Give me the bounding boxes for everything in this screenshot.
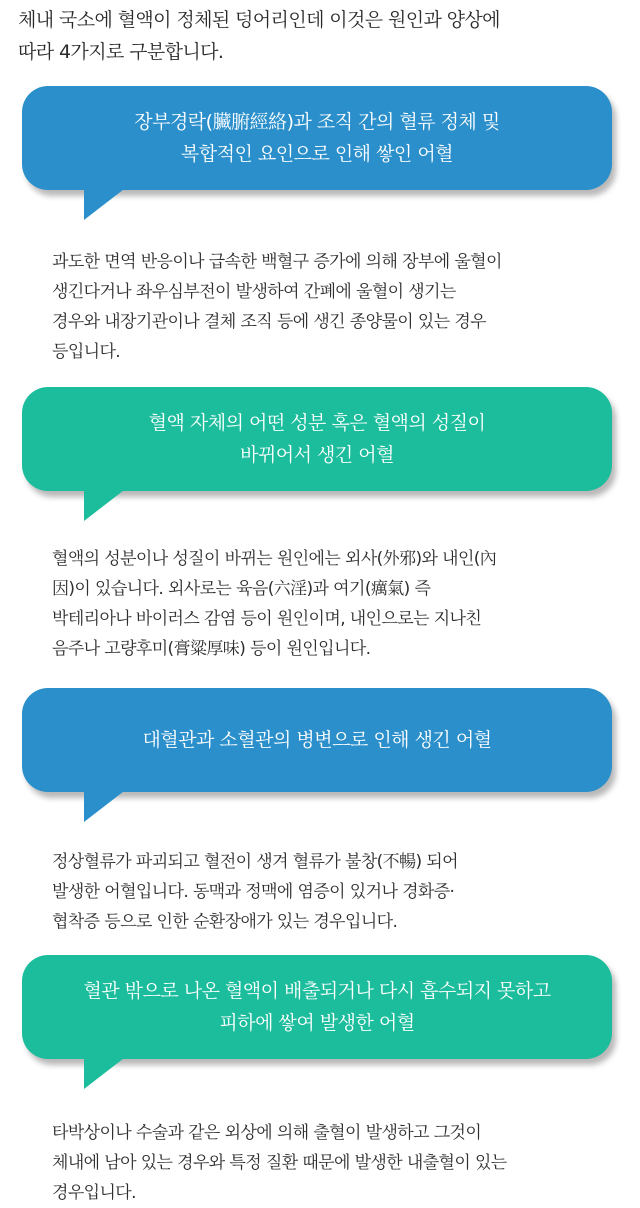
bubble-tail <box>84 487 128 521</box>
section-4-heading-bubble <box>22 955 612 1059</box>
intro-text: 체내 국소에 혈액이 정체된 덩어리인데 이것은 원인과 양상에 따라 4가지로 구분합니다. <box>18 9 500 63</box>
section-3-heading-bubble <box>22 688 612 792</box>
bubble-tail <box>84 1055 128 1089</box>
section-3-body: 정상혈류가 파괴되고 혈전이 생겨 혈류가 불창(不暢) 되어 발생한 어혈입니다. 동맥과 정맥에 염증이 있거나 경화증· 협착증 등으로 인한 순환장애가 있는 경우입니다. <box>52 852 458 932</box>
section-1-heading: 장부경락(臟腑經絡)과 조직 간의 혈류 정체 및 복합적인 요인으로 인해 쌓인 어혈 <box>134 111 500 165</box>
section-3-heading: 대혈관과 소혈관의 병변으로 인해 생긴 어혈 <box>142 729 492 751</box>
bubble-tail <box>84 788 128 822</box>
section-4-heading: 혈관 밖으로 나온 혈액이 배출되거나 다시 흡수되지 못하고 피하에 쌓여 발생한 어혈 <box>83 980 551 1034</box>
section-2-body: 혈액의 성분이나 성질이 바뀌는 원인에는 외사(外邪)와 내인(內 因)이 있습니다. 외사로는 육음(六淫)과 여기(癘氣) 즉 박테리아나 바이러스 감염 등이 원인이며, 내인으로는 지나친 음주나 고량후미(膏粱厚味) 등이 원인입니다. <box>52 549 497 659</box>
section-2-heading: 혈액 자체의 어떤 성분 혹은 혈액의 성질이 바뀌어서 생긴 어혈 <box>148 412 486 466</box>
section-1-heading-bubble <box>22 86 612 190</box>
section-4-body: 타박상이나 수술과 같은 외상에 의해 출혈이 발생하고 그것이 체내에 남아 있는 경우와 특정 질환 때문에 발생한 내출혈이 있는 경우입니다. <box>52 1123 507 1203</box>
section-1-body: 과도한 면역 반응이나 급속한 백혈구 증가에 의해 장부에 울혈이 생긴다거나 좌우심부전이 발생하여 간폐에 울혈이 생기는 경우와 내장기관이나 결체 조직 등에 생긴 종양물이 있는 경우 등입니다. <box>52 252 502 362</box>
section-2-heading-bubble <box>22 387 612 491</box>
bubble-tail <box>84 186 128 220</box>
